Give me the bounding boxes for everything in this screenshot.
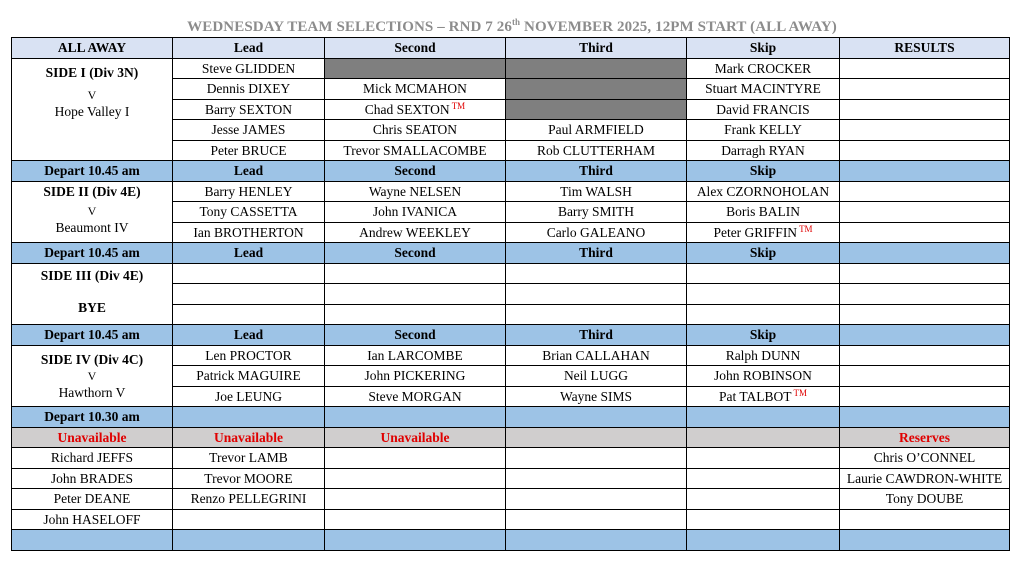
depart-row	[12, 325, 1010, 346]
side1-second: Chad SEXTON ™	[325, 99, 506, 120]
empty-cell	[506, 530, 687, 551]
side1-lead: Barry SEXTON	[173, 99, 325, 120]
side2-label: SIDE II (Div 4E) V Beaumont IV	[12, 181, 173, 243]
selections-table	[11, 37, 1010, 551]
empty-cell	[687, 284, 840, 305]
empty-cell	[687, 427, 840, 448]
header-lead: Lead	[173, 38, 325, 59]
depart-time: Depart 10.30 am	[12, 407, 173, 428]
side1-skip: Mark CROCKER	[687, 58, 840, 79]
col-third: Third	[506, 161, 687, 182]
table-row	[12, 509, 1010, 530]
header-all-away: ALL AWAY	[12, 38, 173, 59]
side2-skip: Boris BALIN	[687, 202, 840, 223]
empty-cell	[687, 304, 840, 325]
result-cell	[840, 243, 1010, 264]
unavailable-name: John HASELOFF	[12, 509, 173, 530]
table-row	[12, 58, 1010, 79]
tm-mark: TM	[799, 223, 813, 234]
side2-lead: Barry HENLEY	[173, 181, 325, 202]
unavailable-header: Unavailable	[325, 427, 506, 448]
empty-cell	[687, 263, 840, 284]
side1-lead: Steve GLIDDEN	[173, 58, 325, 79]
reserves-header: Reserves	[840, 427, 1010, 448]
result-cell	[840, 99, 1010, 120]
empty-cell	[506, 509, 687, 530]
col-skip: Skip	[687, 161, 840, 182]
side4-lead: Joe LEUNG	[173, 386, 325, 407]
empty-cell	[173, 284, 325, 305]
side4-skip: Ralph DUNN	[687, 345, 840, 366]
side4-lead: Len PROCTOR	[173, 345, 325, 366]
side4-third: Wayne SIMS	[506, 386, 687, 407]
empty-cell	[506, 427, 687, 448]
empty-cell	[173, 304, 325, 325]
side4-second: Ian LARCOMBE	[325, 345, 506, 366]
side1-blank-cell	[506, 99, 687, 120]
result-cell	[840, 407, 1010, 428]
empty-cell	[687, 530, 840, 551]
col-third: Third	[506, 325, 687, 346]
reserve-name: Tony DOUBE	[840, 489, 1010, 510]
empty-cell	[325, 530, 506, 551]
empty-cell	[840, 530, 1010, 551]
side2-skip: Alex CZORNOHOLAN	[687, 181, 840, 202]
result-cell	[840, 161, 1010, 182]
header-row	[12, 38, 1010, 59]
side1-blank-cell	[506, 79, 687, 100]
side2-lead: Ian BROTHERTON	[173, 222, 325, 243]
empty-cell	[506, 448, 687, 469]
side2-second: Wayne NELSEN	[325, 181, 506, 202]
depart-time: Depart 10.45 am	[12, 161, 173, 182]
table-row	[12, 181, 1010, 202]
result-cell	[840, 202, 1010, 223]
unavailable-header-row	[12, 427, 1010, 448]
empty-cell	[325, 284, 506, 305]
result-cell	[840, 79, 1010, 100]
empty-cell	[325, 263, 506, 284]
col-third: Third	[506, 243, 687, 264]
table-row	[12, 489, 1010, 510]
side2-second: John IVANICA	[325, 202, 506, 223]
unavailable-name: Peter DEANE	[12, 489, 173, 510]
empty-cell	[173, 509, 325, 530]
side3-label: SIDE III (Div 4E) BYE	[12, 263, 173, 325]
col-skip: Skip	[687, 243, 840, 264]
table-row	[12, 345, 1010, 366]
col-second: Second	[325, 243, 506, 264]
unavailable-name: Trevor MOORE	[173, 468, 325, 489]
empty-cell	[325, 448, 506, 469]
empty-cell	[325, 468, 506, 489]
side1-second: Chris SEATON	[325, 120, 506, 141]
depart-time: Depart 10.45 am	[12, 243, 173, 264]
empty-cell	[840, 509, 1010, 530]
result-cell	[840, 366, 1010, 387]
unavailable-header: Unavailable	[12, 427, 173, 448]
header-third: Third	[506, 38, 687, 59]
result-cell	[840, 58, 1010, 79]
side2-second: Andrew WEEKLEY	[325, 222, 506, 243]
empty-cell	[506, 263, 687, 284]
empty-cell	[325, 407, 506, 428]
side1-skip: Darragh RYAN	[687, 140, 840, 161]
side1-skip: Stuart MACINTYRE	[687, 79, 840, 100]
result-cell	[840, 325, 1010, 346]
side4-lead: Patrick MAGUIRE	[173, 366, 325, 387]
unavailable-header: Unavailable	[173, 427, 325, 448]
result-cell	[840, 284, 1010, 305]
empty-cell	[173, 263, 325, 284]
depart-time: Depart 10.45 am	[12, 325, 173, 346]
side1-skip: David FRANCIS	[687, 99, 840, 120]
header-results: RESULTS	[840, 38, 1010, 59]
side1-lead: Dennis DIXEY	[173, 79, 325, 100]
side4-third: Brian CALLAHAN	[506, 345, 687, 366]
empty-cell	[687, 407, 840, 428]
tm-mark: TM	[451, 100, 466, 111]
col-lead: Lead	[173, 161, 325, 182]
result-cell	[840, 263, 1010, 284]
side1-third: Paul ARMFIELD	[506, 120, 687, 141]
result-cell	[840, 140, 1010, 161]
side4-skip: John ROBINSON	[687, 366, 840, 387]
footer-row	[12, 530, 1010, 551]
empty-cell	[506, 468, 687, 489]
empty-cell	[687, 509, 840, 530]
side1-second: Trevor SMALLACOMBE	[325, 140, 506, 161]
result-cell	[840, 345, 1010, 366]
table-row	[12, 448, 1010, 469]
empty-cell	[173, 407, 325, 428]
empty-cell	[325, 509, 506, 530]
empty-cell	[687, 448, 840, 469]
side2-lead: Tony CASSETTA	[173, 202, 325, 223]
empty-cell	[173, 530, 325, 551]
side1-blank-cell	[325, 58, 506, 79]
side2-third: Carlo GALEANO	[506, 222, 687, 243]
side4-second: Steve MORGAN	[325, 386, 506, 407]
side4-label: SIDE IV (Div 4C) V Hawthorn V	[12, 345, 173, 407]
result-cell	[840, 386, 1010, 407]
table-row	[12, 263, 1010, 284]
empty-cell	[325, 489, 506, 510]
side1-label: SIDE I (Div 3N) V Hope Valley I	[12, 58, 173, 161]
empty-cell	[506, 407, 687, 428]
side1-third: Rob CLUTTERHAM	[506, 140, 687, 161]
result-cell	[840, 304, 1010, 325]
side1-skip: Frank KELLY	[687, 120, 840, 141]
empty-cell	[506, 284, 687, 305]
side4-skip: Pat TALBOT ™	[687, 386, 840, 407]
side1-lead: Jesse JAMES	[173, 120, 325, 141]
empty-cell	[687, 489, 840, 510]
col-lead: Lead	[173, 243, 325, 264]
col-skip: Skip	[687, 325, 840, 346]
table-row	[12, 468, 1010, 489]
reserve-name: Chris O’CONNEL	[840, 448, 1010, 469]
depart-row	[12, 407, 1010, 428]
unavailable-name: Richard JEFFS	[12, 448, 173, 469]
col-second: Second	[325, 325, 506, 346]
side1-second: Mick MCMAHON	[325, 79, 506, 100]
header-second: Second	[325, 38, 506, 59]
col-second: Second	[325, 161, 506, 182]
empty-cell	[325, 304, 506, 325]
depart-row	[12, 243, 1010, 264]
empty-cell	[687, 468, 840, 489]
reserve-name: Laurie CAWDRON-WHITE	[840, 468, 1010, 489]
side4-third: Neil LUGG	[506, 366, 687, 387]
result-cell	[840, 222, 1010, 243]
side1-lead: Peter BRUCE	[173, 140, 325, 161]
unavailable-name: Trevor LAMB	[173, 448, 325, 469]
side2-skip: Peter GRIFFIN ™	[687, 222, 840, 243]
unavailable-name: John BRADES	[12, 468, 173, 489]
result-cell	[840, 120, 1010, 141]
result-cell	[840, 181, 1010, 202]
page-title: WEDNESDAY TEAM SELECTIONS – RND 7 26th NOVEMBER 2025, 12PM START (ALL AWAY)	[187, 17, 837, 35]
side2-third: Tim WALSH	[506, 181, 687, 202]
side1-blank-cell	[506, 58, 687, 79]
empty-cell	[506, 304, 687, 325]
empty-cell	[12, 530, 173, 551]
col-lead: Lead	[173, 325, 325, 346]
unavailable-name: Renzo PELLEGRINI	[173, 489, 325, 510]
header-skip: Skip	[687, 38, 840, 59]
empty-cell	[506, 489, 687, 510]
depart-row	[12, 161, 1010, 182]
side4-second: John PICKERING	[325, 366, 506, 387]
side2-third: Barry SMITH	[506, 202, 687, 223]
tm-mark: TM	[793, 387, 808, 398]
